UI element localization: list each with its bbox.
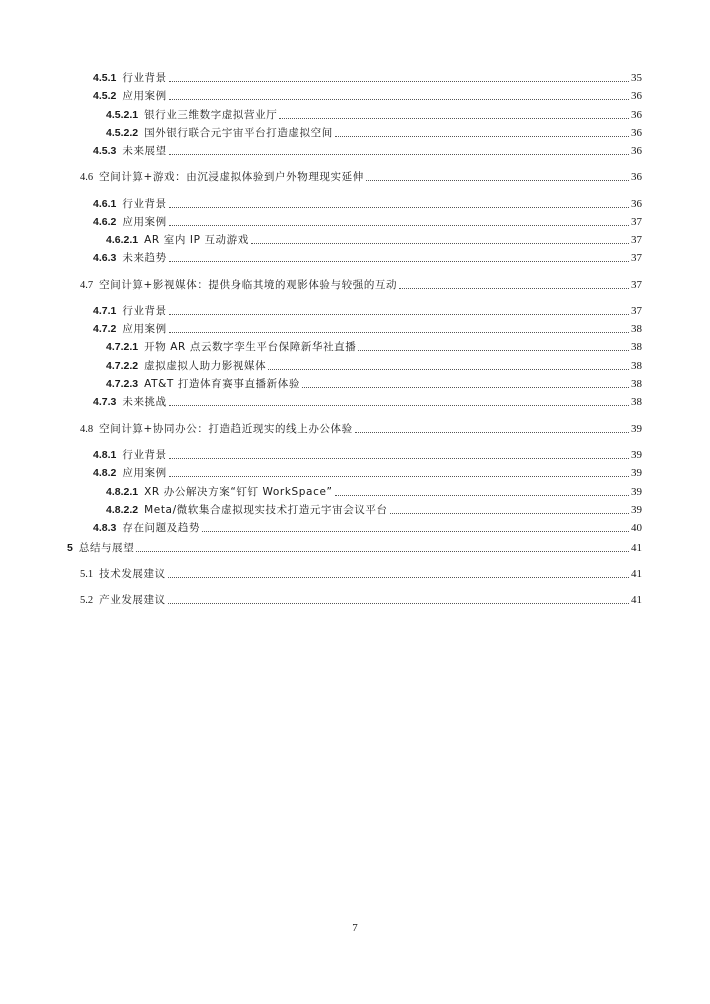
toc-leader-dots — [168, 576, 629, 578]
toc-entry-title: 行业背景 — [122, 305, 167, 317]
toc-entry-number: 4.8.1 — [93, 449, 117, 461]
toc-entry-number: 4.8.2 — [93, 467, 117, 479]
toc-entry-title: 应用案例 — [122, 216, 167, 228]
toc-entry-number: 4.7.1 — [93, 305, 117, 317]
toc-entry-page: 35 — [631, 72, 642, 84]
toc-leader-dots — [366, 179, 629, 181]
toc-entry-page: 41 — [631, 568, 642, 580]
toc-entry-number: 4.8.2.2 — [106, 504, 139, 516]
toc-entry-title: AT&T 打造体育赛事直播新体验 — [144, 378, 300, 390]
toc-entry-title: 行业背景 — [122, 198, 167, 210]
toc-entry-number: 4.5.2.1 — [106, 109, 139, 121]
toc-entry-number: 4.5.2 — [93, 90, 117, 102]
toc-leader-dots — [355, 431, 629, 433]
toc-entry-title: 行业背景 — [122, 72, 167, 84]
toc-entry-page: 36 — [631, 109, 642, 121]
toc-entry[interactable] — [93, 303, 642, 319]
toc-entry-page: 37 — [631, 252, 642, 264]
toc-entry[interactable] — [106, 339, 642, 355]
toc-entry-page: 39 — [631, 486, 642, 498]
toc-entry-title: 未来展望 — [122, 145, 167, 157]
toc-entry-page: 41 — [631, 594, 642, 606]
toc-leader-dots — [169, 153, 629, 155]
toc-entry-page: 36 — [631, 171, 642, 183]
toc-entry-number: 4.5.2.2 — [106, 127, 139, 139]
toc-entry-title: 应用案例 — [122, 467, 167, 479]
toc-leader-dots — [279, 117, 629, 119]
toc-entry[interactable] — [93, 196, 642, 212]
toc-entry-page: 37 — [631, 305, 642, 317]
toc-entry-page: 38 — [631, 323, 642, 335]
toc-entry-number: 4.6.1 — [93, 198, 117, 210]
toc-entry-title: 未来挑战 — [122, 396, 167, 408]
toc-entry-page: 36 — [631, 127, 642, 139]
toc-entry[interactable] — [93, 88, 642, 104]
toc-entry[interactable] — [106, 125, 642, 141]
toc-leader-dots — [169, 224, 629, 226]
toc-entry[interactable] — [106, 484, 642, 500]
toc-entry-title: 空间计算+游戏：由沉浸虚拟体验到户外物理现实延伸 — [99, 171, 364, 183]
toc-entry-page: 37 — [631, 279, 642, 291]
toc-entry[interactable] — [93, 520, 642, 536]
toc-entry-title: 开物 AR 点云数字孪生平台保障新华社直播 — [144, 341, 357, 353]
toc-entry-title: 总结与展望 — [78, 542, 135, 554]
toc-leader-dots — [169, 98, 629, 100]
toc-leader-dots — [169, 260, 629, 262]
toc-entry-title: 应用案例 — [122, 90, 167, 102]
toc-leader-dots — [399, 287, 629, 289]
toc-leader-dots — [169, 206, 629, 208]
toc-entry-title: 存在问题及趋势 — [122, 522, 201, 534]
toc-entry-page: 38 — [631, 360, 642, 372]
toc-entry[interactable] — [80, 566, 642, 582]
toc-entry[interactable] — [67, 540, 642, 556]
toc-entry-number: 4.6 — [80, 172, 94, 183]
toc-entry-title: 国外银行联合元宇宙平台打造虚拟空间 — [144, 127, 333, 139]
toc-entry-number: 4.5.3 — [93, 145, 117, 157]
toc-entry-title: 空间计算+影视媒体：提供身临其境的观影体验与较强的互动 — [99, 279, 398, 291]
toc-entry-number: 4.6.3 — [93, 252, 117, 264]
toc-entry-title: 行业背景 — [122, 449, 167, 461]
toc-entry-number: 4.6.2 — [93, 216, 117, 228]
toc-entry[interactable] — [93, 143, 642, 159]
toc-entry-number: 4.6.2.1 — [106, 234, 139, 246]
toc-leader-dots — [136, 550, 629, 552]
toc-entry-title: 技术发展建议 — [99, 568, 166, 580]
toc-entry-number: 4.8 — [80, 424, 94, 435]
toc-entry-page: 40 — [631, 522, 642, 534]
toc-entry-page: 38 — [631, 378, 642, 390]
toc-leader-dots — [169, 80, 629, 82]
toc-entry-page: 39 — [631, 423, 642, 435]
toc-entry-page: 36 — [631, 90, 642, 102]
toc-entry-number: 4.7 — [80, 280, 94, 291]
toc-entry-number: 4.7.2 — [93, 323, 117, 335]
toc-entry-number: 4.8.3 — [93, 522, 117, 534]
toc-entry-number: 4.7.2.1 — [106, 341, 139, 353]
toc-leader-dots — [202, 530, 629, 532]
toc-entry-number: 5.2 — [80, 595, 94, 606]
toc-entry-title: XR 办公解决方案“钉钉 WorkSpace” — [144, 486, 333, 498]
toc-entry-page: 41 — [631, 542, 642, 554]
toc-entry-title: 应用案例 — [122, 323, 167, 335]
toc-entry-title: 产业发展建议 — [99, 594, 166, 606]
toc-entry[interactable] — [80, 169, 642, 185]
toc-leader-dots — [302, 386, 629, 388]
page-number: 7 — [352, 922, 358, 934]
toc-entry-title: AR 室内 IP 互动游戏 — [144, 234, 249, 246]
toc-entry[interactable] — [93, 394, 642, 410]
toc-leader-dots — [390, 512, 629, 514]
toc-entry[interactable] — [80, 592, 642, 608]
toc-entry[interactable] — [93, 214, 642, 230]
toc-leader-dots — [169, 475, 629, 477]
toc-leader-dots — [335, 494, 629, 496]
toc-entry[interactable] — [93, 321, 642, 337]
toc-entry-number: 4.7.2.2 — [106, 360, 139, 372]
toc-leader-dots — [268, 368, 629, 370]
toc-entry-title: 空间计算+协同办公：打造趋近现实的线上办公体验 — [99, 423, 353, 435]
toc-entry-title: 虚拟虚拟人助力影视媒体 — [144, 360, 267, 372]
toc-entry-number: 5.1 — [80, 569, 94, 580]
toc-entry-title: 银行业三维数字虚拟营业厅 — [144, 109, 278, 121]
toc-entry-page: 39 — [631, 504, 642, 516]
toc-entry[interactable] — [106, 358, 642, 374]
toc-entry-number: 4.8.2.1 — [106, 486, 139, 498]
toc-entry-page: 37 — [631, 234, 642, 246]
toc-leader-dots — [169, 404, 629, 406]
toc-leader-dots — [169, 313, 629, 315]
toc-entry[interactable] — [93, 465, 642, 481]
toc-entry-page: 37 — [631, 216, 642, 228]
toc-entry[interactable] — [106, 502, 642, 518]
toc-entry-page: 39 — [631, 449, 642, 461]
toc-entry-number: 4.7.3 — [93, 396, 117, 408]
toc-entry[interactable] — [93, 70, 642, 86]
toc-entry[interactable] — [93, 250, 642, 266]
toc-leader-dots — [335, 135, 629, 137]
toc-entry-page: 39 — [631, 467, 642, 479]
toc-entry-title: Meta/微软集合虚拟现实技术打造元宇宙会议平台 — [144, 504, 388, 516]
toc-leader-dots — [358, 349, 629, 351]
toc-entry[interactable] — [80, 277, 642, 293]
toc-entry-number: 4.5.1 — [93, 72, 117, 84]
toc-leader-dots — [169, 331, 629, 333]
toc-leader-dots — [251, 242, 629, 244]
toc-entry-title: 未来趋势 — [122, 252, 167, 264]
toc-entry-page: 36 — [631, 198, 642, 210]
toc-entry-page: 38 — [631, 396, 642, 408]
toc-entry[interactable] — [106, 107, 642, 123]
toc-entry[interactable] — [106, 376, 642, 392]
toc-entry-number: 4.7.2.3 — [106, 378, 139, 390]
toc-entry[interactable] — [80, 421, 642, 437]
toc-entry[interactable] — [106, 232, 642, 248]
toc-leader-dots — [169, 457, 629, 459]
toc-entry-page: 38 — [631, 341, 642, 353]
toc-entry-number: 5 — [67, 542, 73, 554]
toc-entry[interactable] — [93, 447, 642, 463]
toc-entry-page: 36 — [631, 145, 642, 157]
toc-leader-dots — [168, 602, 629, 604]
